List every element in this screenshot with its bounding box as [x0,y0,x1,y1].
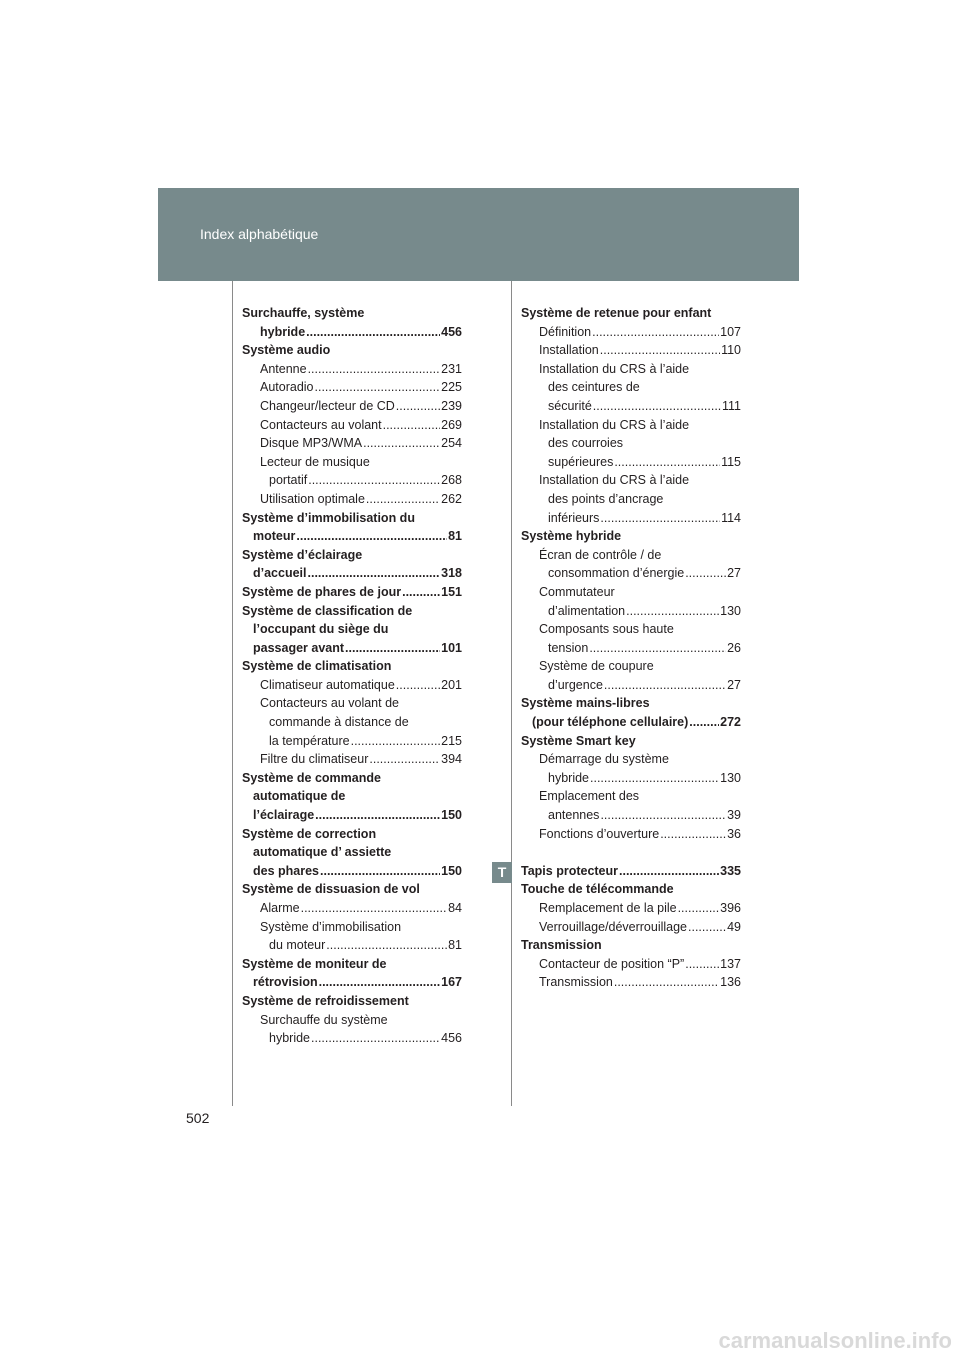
page-ref: 151 [441,584,462,599]
index-entry [521,360,741,379]
index-term: antennes [548,808,600,823]
dot-leader [396,397,440,416]
index-term: Transmission [539,975,613,990]
index-entry [242,918,462,937]
dot-leader [685,955,719,974]
index-term: automatique d’ assiette [253,845,392,860]
index-term: (pour téléphone cellulaire) [532,715,689,730]
index-heading [521,732,741,751]
dot-leader [319,973,441,992]
index-term: du moteur [269,938,326,953]
index-term: automatique de [253,789,346,804]
index-term: des phares [253,863,320,878]
index-term: Écran de contrôle / de [539,547,662,562]
index-term: des points d’ancrage [548,491,664,506]
index-term: portatif [269,473,308,488]
page-ref: 115 [721,454,741,469]
index-heading [521,694,741,713]
dot-leader [315,378,441,397]
left-rule [232,281,233,1106]
index-term: Système de retenue pour enfant [521,306,712,320]
index-entry [242,713,462,732]
index-heading [242,341,462,360]
index-entry [521,323,741,342]
page-ref: 269 [441,417,462,432]
index-heading [521,880,741,899]
index-term: Composants sous haute [539,622,674,637]
page-ref: 27 [727,677,741,692]
index-entry [521,806,741,825]
index-term: Démarrage du système [539,752,669,767]
index-entry [242,732,462,751]
page-ref: 167 [441,975,462,990]
page-ref: 130 [720,603,741,618]
index-entry [521,899,741,918]
index-entry [521,787,741,806]
index-term: Alarme [260,901,300,915]
dot-leader [345,639,440,658]
index-term: Contacteurs au volant de [260,696,399,711]
page-ref: 254 [441,436,462,451]
page-ref: 130 [720,770,741,785]
index-term: Système Smart key [521,733,636,748]
index-term: des ceintures de [548,380,640,395]
index-term: Système de dissuasion de vol [242,882,420,897]
index-term: Surchauffe, système [242,306,365,320]
page-ref: 150 [441,863,462,878]
dot-leader [383,416,441,435]
index-heading [242,955,462,974]
page-ref: 111 [721,398,741,413]
index-entry [242,750,462,769]
index-heading [242,583,462,602]
dot-leader [593,397,721,416]
index-spacer [521,843,741,862]
page-ref: 81 [448,938,462,953]
index-entry [521,583,741,602]
index-term: des courroies [548,436,624,451]
page-ref: 272 [720,715,741,730]
index-term: la température [269,733,350,748]
dot-leader [626,602,719,621]
index-term: Commutateur [539,584,615,599]
index-entry [521,602,741,621]
index-entry [521,509,741,528]
index-term: Climatiseur automatique [260,677,395,692]
index-term: Système de moniteur de [242,956,387,971]
index-heading [242,973,462,992]
page-ref: 231 [441,361,462,376]
index-heading [242,657,462,676]
index-term: Système de phares de jour [242,584,402,599]
page-ref: 456 [441,324,462,339]
dot-leader [326,936,447,955]
index-term: rétrovision [253,975,318,990]
index-heading [242,787,462,806]
dot-leader [678,899,720,918]
index-term: Système d’éclairage [242,547,363,562]
dot-leader [600,341,720,360]
index-term: d’alimentation [548,603,626,618]
index-term: moteur [253,529,296,544]
dot-leader [604,676,726,695]
index-term: sécurité [548,398,592,413]
index-term: hybride [260,324,306,339]
index-term: Lecteur de musique [260,454,370,469]
index-heading [521,713,741,732]
page-ref: 396 [720,901,741,915]
index-term: Système de coupure [539,659,654,674]
watermark: carmanualsonline.info [718,1328,952,1353]
index-term: Touche de télécommande [521,882,674,897]
dot-leader [308,360,441,379]
index-entry [521,955,741,974]
index-entry [242,397,462,416]
page-ref: 110 [721,343,741,358]
index-term: inférieurs [548,510,600,525]
index-term: l’occupant du siège du [253,622,389,637]
index-entry [521,453,741,472]
dot-leader [660,825,726,844]
dot-leader [614,973,719,992]
index-entry [242,453,462,472]
dot-leader [301,899,448,918]
index-heading [242,527,462,546]
index-term: Installation [539,343,599,358]
index-term: Installation du CRS à l’aide [539,417,690,432]
index-term: Surchauffe du système [260,1012,388,1027]
index-entry [242,378,462,397]
index-heading [242,546,462,565]
dot-leader [366,490,440,509]
dot-leader [296,527,447,546]
index-term: Installation du CRS à l’aide [539,473,690,488]
index-entry [521,434,741,453]
index-term: consommation d’énergie [548,566,685,581]
index-term: Système de classification de [242,603,413,618]
dot-leader [315,806,440,825]
index-term: Fonctions d’ouverture [539,826,660,841]
column-divider [511,281,512,1106]
page-ref: 239 [441,398,462,413]
index-entry [521,825,741,844]
index-term: passager avant [253,640,345,655]
index-column-right [521,304,741,992]
dot-leader [689,713,719,732]
page-ref: 36 [727,826,741,841]
dot-leader [351,732,441,751]
dot-leader [396,676,440,695]
index-term: Verrouillage/déverrouillage [539,919,688,934]
dot-leader [306,323,440,342]
index-entry [242,694,462,713]
index-term: supérieures [548,454,614,469]
section-title: Index alphabétique [200,226,319,242]
index-entry [521,471,741,490]
index-term: Système de correction [242,826,377,841]
dot-leader [308,471,440,490]
page-ref: 201 [441,677,462,692]
index-term: Système d’immobilisation du [242,510,415,525]
page-ref: 318 [441,566,462,581]
index-heading [242,992,462,1011]
index-term: Antenne [260,361,307,376]
index-entry [521,657,741,676]
index-entry [242,360,462,379]
page-ref: 456 [441,1031,462,1046]
index-heading [521,527,741,546]
page-ref: 335 [720,863,741,878]
index-term: d’accueil [253,566,307,581]
page-ref: 81 [448,529,462,544]
index-entry [521,620,741,639]
page-ref: 394 [441,752,462,767]
index-entry [521,490,741,509]
index-entry [521,564,741,583]
dot-leader [688,918,726,937]
index-column-left [242,304,462,1048]
index-heading [521,304,741,323]
index-term: Système d’immobilisation [260,919,402,934]
index-entry [242,490,462,509]
index-term: Contacteurs au volant [260,417,382,432]
page-ref: 215 [441,733,462,748]
header-bar [158,188,799,281]
index-term: Filtre du climatiseur [260,752,369,767]
page-ref: 39 [727,808,741,823]
page-ref: 27 [727,566,741,581]
dot-leader [600,806,726,825]
index-term: Système de commande [242,770,381,785]
index-term: Transmission [521,938,602,953]
index-term: hybride [269,1031,310,1046]
index-term: Installation du CRS à l’aide [539,361,690,376]
index-heading [242,639,462,658]
letter-tab-t: T [492,862,512,883]
dot-leader [600,509,720,528]
index-entry [521,769,741,788]
index-entry [242,676,462,695]
index-entry [521,676,741,695]
index-term: Système hybride [521,529,622,544]
index-term: Remplacement de la pile [539,901,677,915]
dot-leader [685,564,726,583]
index-term: Système de climatisation [242,659,392,674]
page-ref: 101 [441,640,462,655]
index-entry [521,416,741,435]
dot-leader [589,639,726,658]
dot-leader [614,453,720,472]
page-number: 502 [186,1110,210,1126]
page-ref: 114 [721,510,741,525]
index-entry [242,1029,462,1048]
page-ref: 262 [441,491,462,506]
index-term: Système audio [242,343,331,358]
index-entry [242,899,462,918]
index-term: Système de refroidissement [242,993,409,1008]
dot-leader [402,583,440,602]
dot-leader [308,564,441,583]
index-entry [242,416,462,435]
index-entry [242,471,462,490]
index-term: tension [548,640,589,655]
index-term: commande à distance de [269,715,409,730]
index-entry [242,936,462,955]
index-entry [242,434,462,453]
index-entry [521,918,741,937]
index-term: d’urgence [548,677,603,692]
index-heading [242,862,462,881]
index-entry [521,546,741,565]
dot-leader [592,323,719,342]
index-term: l’éclairage [253,808,315,823]
dot-leader [363,434,440,453]
index-heading [521,862,741,881]
index-entry [521,639,741,658]
index-term: Changeur/lecteur de CD [260,398,395,413]
index-term: Utilisation optimale [260,491,365,506]
page-ref: 84 [448,901,462,915]
index-heading [242,509,462,528]
page-ref: 107 [720,324,741,339]
index-term: Définition [539,324,592,339]
dot-leader [311,1029,440,1048]
index-heading [242,880,462,899]
index-entry [521,397,741,416]
index-entry [242,1011,462,1030]
dot-leader [320,862,440,881]
index-term: Système mains-libres [521,696,650,711]
index-entry [521,750,741,769]
page-ref: 49 [727,919,741,934]
index-heading [242,304,462,323]
index-term: Tapis protecteur [521,863,619,878]
index-term: hybride [548,770,589,785]
index-term: Emplacement des [539,789,640,804]
index-term: Autoradio [260,380,314,395]
index-entry [521,378,741,397]
dot-leader [369,750,440,769]
index-term: Contacteur de position “P” [539,956,685,971]
page-ref: 150 [441,808,462,823]
index-heading [242,769,462,788]
index-entry [521,341,741,360]
page-ref: 136 [720,975,741,990]
index-term: Disque MP3/WMA [260,436,363,451]
page-ref: 137 [720,956,741,971]
index-entry [521,973,741,992]
index-heading [242,564,462,583]
page-ref: 26 [727,640,741,655]
dot-leader [590,769,719,788]
index-heading [242,620,462,639]
dot-leader [619,862,719,881]
index-heading [242,806,462,825]
index-heading [242,843,462,862]
page-ref: 268 [441,473,462,488]
index-heading [242,323,462,342]
index-heading [242,602,462,621]
page-ref: 225 [441,380,462,395]
index-heading [242,825,462,844]
index-heading [521,936,741,955]
